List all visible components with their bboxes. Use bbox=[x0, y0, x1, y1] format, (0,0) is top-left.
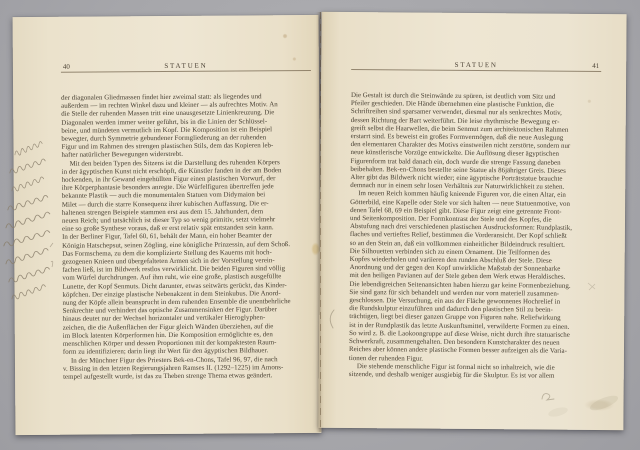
running-head: STATUEN bbox=[164, 61, 208, 71]
paragraph: Mit den beiden Typen des Sitzens ist die Darstellung des ruhenden Körpers in der ägyptischen Kunst nicht erschöpft, die Künstler fanden in der am Boden hockenden, in ihr Gewand eingehüllten Figur einen plastischen Vorwurf, der ihre Körperphantasie besonders anregte. Die Würfelfiguren übertreffen jede bekannte Plastik — auch die monumentalen Statuen vom Didymaion bei Milet — durch die starre Konsequenz ihrer kubischen Auffassung. Die er- haltenen strengen Beispiele stammen erst aus dem 15. Jahrhundert, dem neuen Reich; und tatsächlich ist dieser Typ so wenig primitiv, setzt vielmehr eine so große Synthese voraus, daß er erst relativ spät entstanden sein kann. In der Berliner Figur, Tafel 60, 61, behält der Mann, ein hoher Beamter der Königin Hatschepsut, seinen Zögling, eine königliche Prinzessin, auf dem Schoß. Das Formschema, zu dem die komplizierte Stellung des Kauerns mit hoch- gezogenen Knieen und übergefalteten Armen sich in der Vorstellung verein- fachen ließ, ist im Bildwerk restlos verwirklicht. Die beiden Figuren sind völlig vom Würfel durchdrungen. Auf ihm ruht, wie eine große, plastisch ausgefüllte Lunette, der Kopf Senmuts. Dicht darunter, etwas seitwärts gerückt, das Kinder- köpfchen. Der einzige plastische Nebenakzent in dem Steinkubus. Die Anord- nung der Köpfe allein beansprucht in dem ruhenden Ensemble die unentbehrliche Senkrechte und verhindert das optische Zusammensinken der Figur. Darüber hinaus deutet nur der Wechsel horizontaler und vertikaler Hieroglyphen- zeichen, die die Außenflächen der Figur gleich Wänden überziehen, auf die im Block latenten Körperformen hin. Die Komposition ermöglichte es, den menschlichen Körper und dessen Proportionen mit der kompaktesten Raum- form zu identifizieren; darin liegt ihr Wert für den ägyptischen Bildhauer. bbox=[61, 158, 291, 357]
page-left bbox=[13, 15, 322, 435]
page-text-left bbox=[61, 93, 313, 382]
page-number: 40 bbox=[62, 62, 70, 71]
paragraph: der diagonalen Gliedmassen findet hier zweimal statt: als liegendes und außerdem — im rechten Winkel dazu und kleiner — als aufrechtes Motiv. An die Stelle der ruhenden Massen tritt eine unausgesetzte Linienkreuzung. Die Diagonalen werden immer weiter geführt, bis in die Linien der Schlüssel- beine, und mündeten vermutlich im Kopf. Die Komposition ist ein Beispiel bewegter, durch Symmetrie gebundener Formgliederung an der ruhenden Figur und im Rahmen des strengen plastischen Stils, dem das Kopieren leb- hafter natürlicher Bewegungen widerstrebt. bbox=[61, 93, 278, 160]
page-header-left bbox=[61, 59, 311, 73]
paragraph: Die Gestalt ist durch die Steinwände zu spüren, ist deutlich vom Sitz und Pfeiler geschieden. Die Hände übernehmen eine plastische Funktion, die Schriftreihen sind sparsamer verwendet, diesmal nur als senkrechtes Motiv, dessen Richtung der Bart weiterführt. Die leise rhythmische Bewegung er- greift selbst die Haarwellen, die beim Senmut zum architektonischen Rahmen erstarrt sind. Es beweist ein großes Formvermögen, daß die neue Auslegung den elementaren Charakter des Motivs einstweilen nicht zerstörte, sondern nur neue künstlerische Vorzüge entwickelte. Die Auflösung dieser ägyptischen Figurenform trat bald danach ein, doch wurde die strenge Fassung daneben beibehalten. Bek-en-Chons bestellte seine Statue als 86jähriger Greis. Dieses Alter gibt das Bildwerk nicht wieder; eine ägyptische Porträtstatue brauchte demnach nur in einem sehr losen Verhältnis zur Naturwirklichkeit zu stehen. bbox=[350, 92, 571, 191]
paragraph: Die stehende menschliche Figur ist formal nicht so inhaltreich, wie die sitzende, und deshalb weniger ausgiebig für die Skulptur. Es ist vor allem bbox=[348, 362, 555, 380]
page-text-right bbox=[349, 92, 601, 381]
running-head: STATUEN bbox=[454, 60, 498, 70]
page-right bbox=[318, 12, 626, 430]
paragraph: In der Münchner Figur des Priesters Bek-en-Chons, Tafel 96, 97, die nach v. Bissing in den letzten Regierungsjahren Ramses II. (1292–1225) im Amons- tempel aufgestellt wurde, ist das zu Theben strenge Thema etwas geändert. bbox=[62, 355, 284, 381]
page-header-right bbox=[351, 58, 601, 72]
page-number: 41 bbox=[592, 61, 600, 70]
paragraph: Im neuen Reich kommen häufig knieende Figuren vor, die einen Altar, ein Götterbild, eine Kapelle oder Stele vor sich halten — neue Statuenmotive, von denen Tafel 68, 69 ein Beispiel gibt. Diese Figur zeigt eine getrennte Front- und Seitenkomposition. Der Formkontrast der Stele und des Kopfes, die Abstufung nach drei verschiedenen plastischen Ausdrucksformen: Rundplastik, flaches und vertieftes Relief, bestimmen die Vorderansicht. Der Kopf schließt so an den Stein an, daß ein vollkommen einheitlicher Bildeindruck resultiert. Die Silhouetten verbinden sich zu einem Ornament. Die Teilformen des Kopfes wiederholen und variieren den runden Abschluß der Stele. Diese Anordnung und der gegen den Kopf unwirkliche Maßstab der Sonnenbarke mit den heiligen Pavianen auf der Stele geben dem Werk etwas Heraldisches. Die lebendigreichen Seitenansichten haben hierzu gar keine Formenbeziehung. Sie sind ganz für sich behandelt und werden nur vorn materiell zusammen- geschlossen. Die Versuchung, ein aus der Fläche gewonnenes Hochrelief in die Rundskulptur einzuführen und dadurch den plastischen Stil zu beein- trächtigen, liegt bei dieser ganzen Gruppe von Figuren nahe. Reliefwirkung ist in der Rundplastik das letzte Auskunftsmittel, verwilderte Formen zu einen. So wird z. B. die Laokoongruppe auf diese Weise, nicht durch ihre statuarische Schwerkraft, zusammengehalten. Den besondern Kunstcharakter des neuen Reiches aber können andere plastische Formen besser aufzeigen als die Varia- tionen der ruhenden Figur. bbox=[348, 190, 573, 363]
